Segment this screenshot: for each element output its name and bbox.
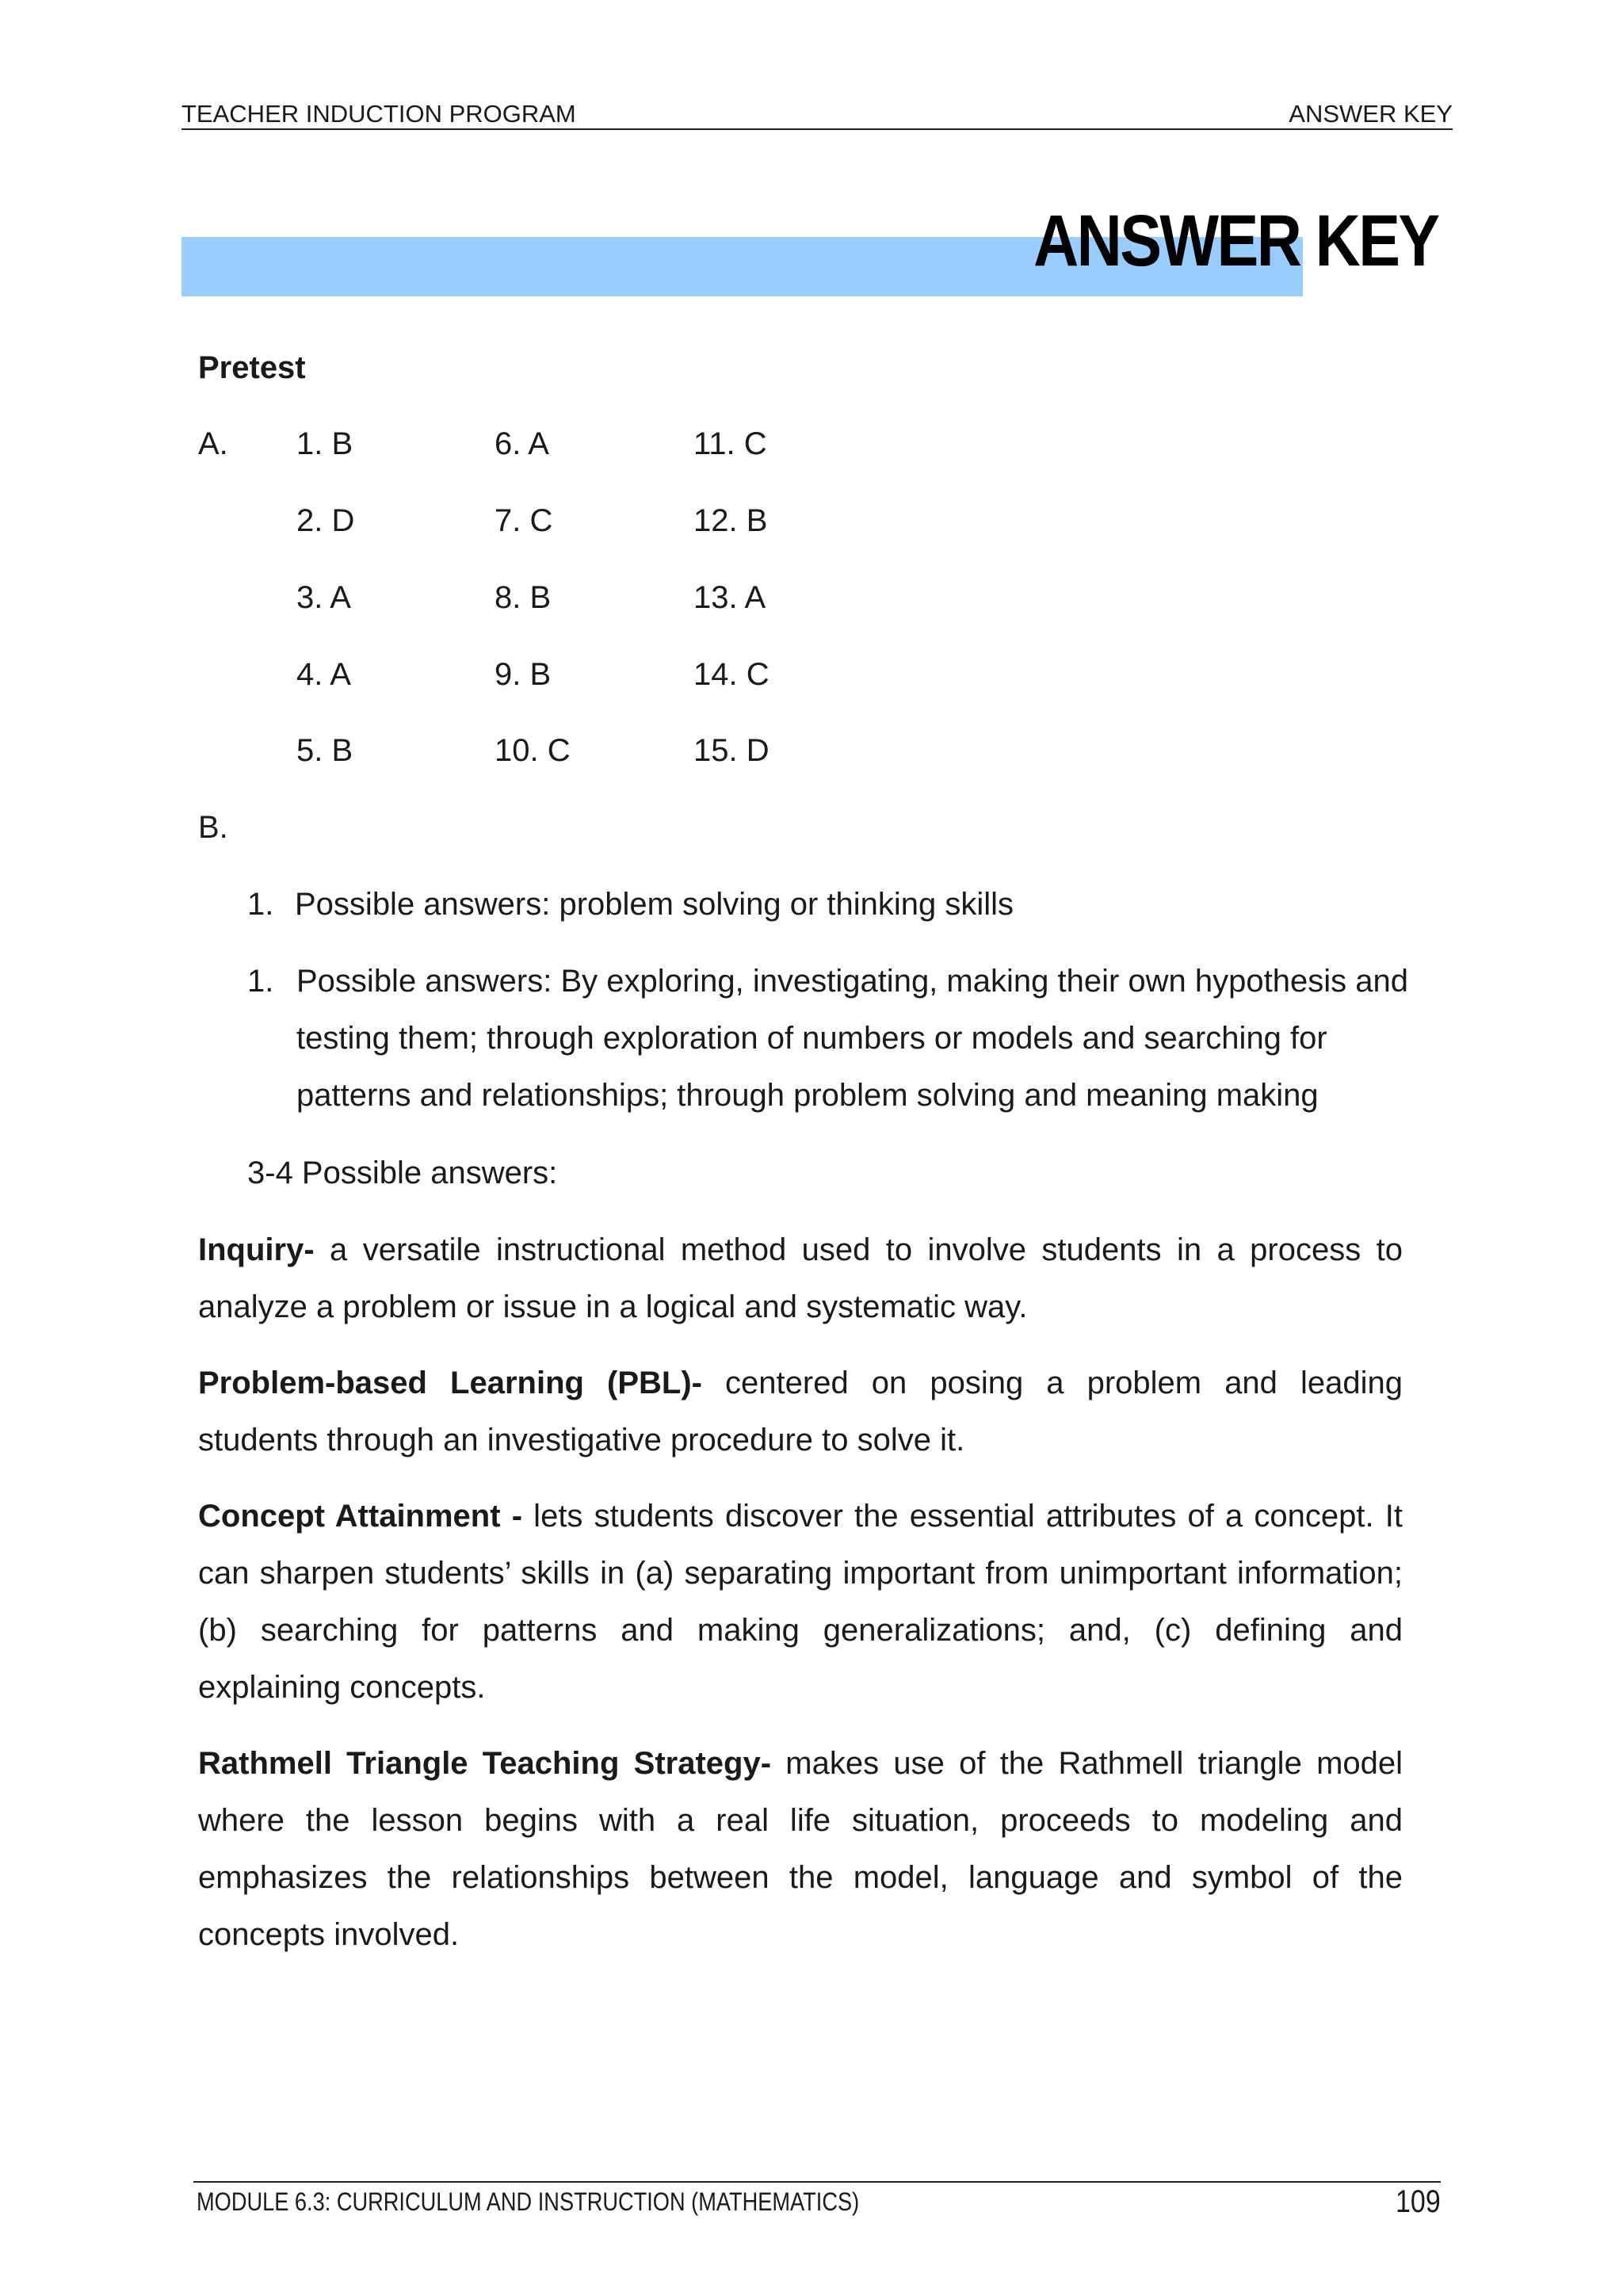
answer-item: 11. C	[693, 426, 767, 461]
pretest-heading: Pretest	[198, 350, 306, 385]
answer-item: 12. B	[693, 503, 768, 538]
running-header-left: TEACHER INDUCTION PROGRAM	[181, 100, 576, 128]
page-title: ANSWER KEY	[1033, 201, 1438, 281]
answer-item: 7. C	[495, 503, 553, 538]
footer-rule	[193, 2181, 1441, 2183]
list-item-heading: 3-4 Possible answers:	[247, 1156, 558, 1190]
definition-rathmell	[198, 1735, 1403, 1963]
answer-item: 2. D	[296, 503, 355, 538]
answer-item: 10. C	[495, 733, 571, 768]
running-header-right: ANSWER KEY	[1289, 100, 1453, 128]
definition-term: Inquiry-	[198, 1232, 315, 1267]
page-number: 109	[1396, 2184, 1441, 2219]
definition-term: Rathmell Triangle Teaching Strategy-	[198, 1746, 772, 1781]
answer-item: 4. A	[296, 657, 351, 692]
answer-item: 15. D	[693, 733, 769, 768]
definition-text: makes use of the Rathmell triangle model where the lesson begins with a real life situation, proceeds to modeling and emphasizes the relationships between the model, language and symbol of the concepts involved.	[198, 1746, 1403, 1952]
definition-text: lets students discover the essential attributes of a concept. It can sharpen students’ skills in (a) separating important from unimportant information; (b) searching for patterns and making generalizations; and, (c) defining and explaining concepts.	[198, 1499, 1403, 1705]
answer-item: 13. A	[693, 580, 766, 615]
section-b-label: B.	[198, 810, 228, 845]
footer-module-title: MODULE 6.3: CURRICULUM AND INSTRUCTION (MATHEMATICS)	[197, 2187, 860, 2216]
definition-concept-attainment	[198, 1488, 1403, 1716]
answer-item: 3. A	[296, 580, 351, 615]
definition-text: centered on posing a problem and leading students through an investigative procedure to solve it.	[198, 1366, 1403, 1457]
answer-item: 1. B	[296, 426, 353, 461]
answer-item: 14. C	[693, 657, 769, 692]
list-item-text: Possible answers: problem solving or thinking skills	[295, 887, 1014, 922]
list-item-number: 1.	[247, 964, 274, 999]
list-item-number: 1.	[247, 887, 274, 922]
definition-inquiry	[198, 1221, 1403, 1335]
definition-text: a versatile instructional method used to involve students in a process to analyze a problem or issue in a logical and systematic way.	[198, 1232, 1403, 1324]
answer-item: 6. A	[495, 426, 549, 461]
header-rule	[181, 128, 1453, 130]
definition-term: Concept Attainment -	[198, 1499, 523, 1534]
answer-item: 9. B	[495, 657, 552, 692]
list-item-text: Possible answers: By exploring, investigating, making their own hypothesis and testing them; through exploration of numbers or models and searching for patterns and relationships; through problem solving and meaning making	[296, 964, 1408, 1113]
answer-item: 8. B	[495, 580, 552, 615]
definition-pbl	[198, 1354, 1403, 1469]
definition-term: Problem-based Learning (PBL)-	[198, 1366, 702, 1400]
section-a-label: A.	[198, 426, 228, 461]
answer-item: 5. B	[296, 733, 353, 768]
